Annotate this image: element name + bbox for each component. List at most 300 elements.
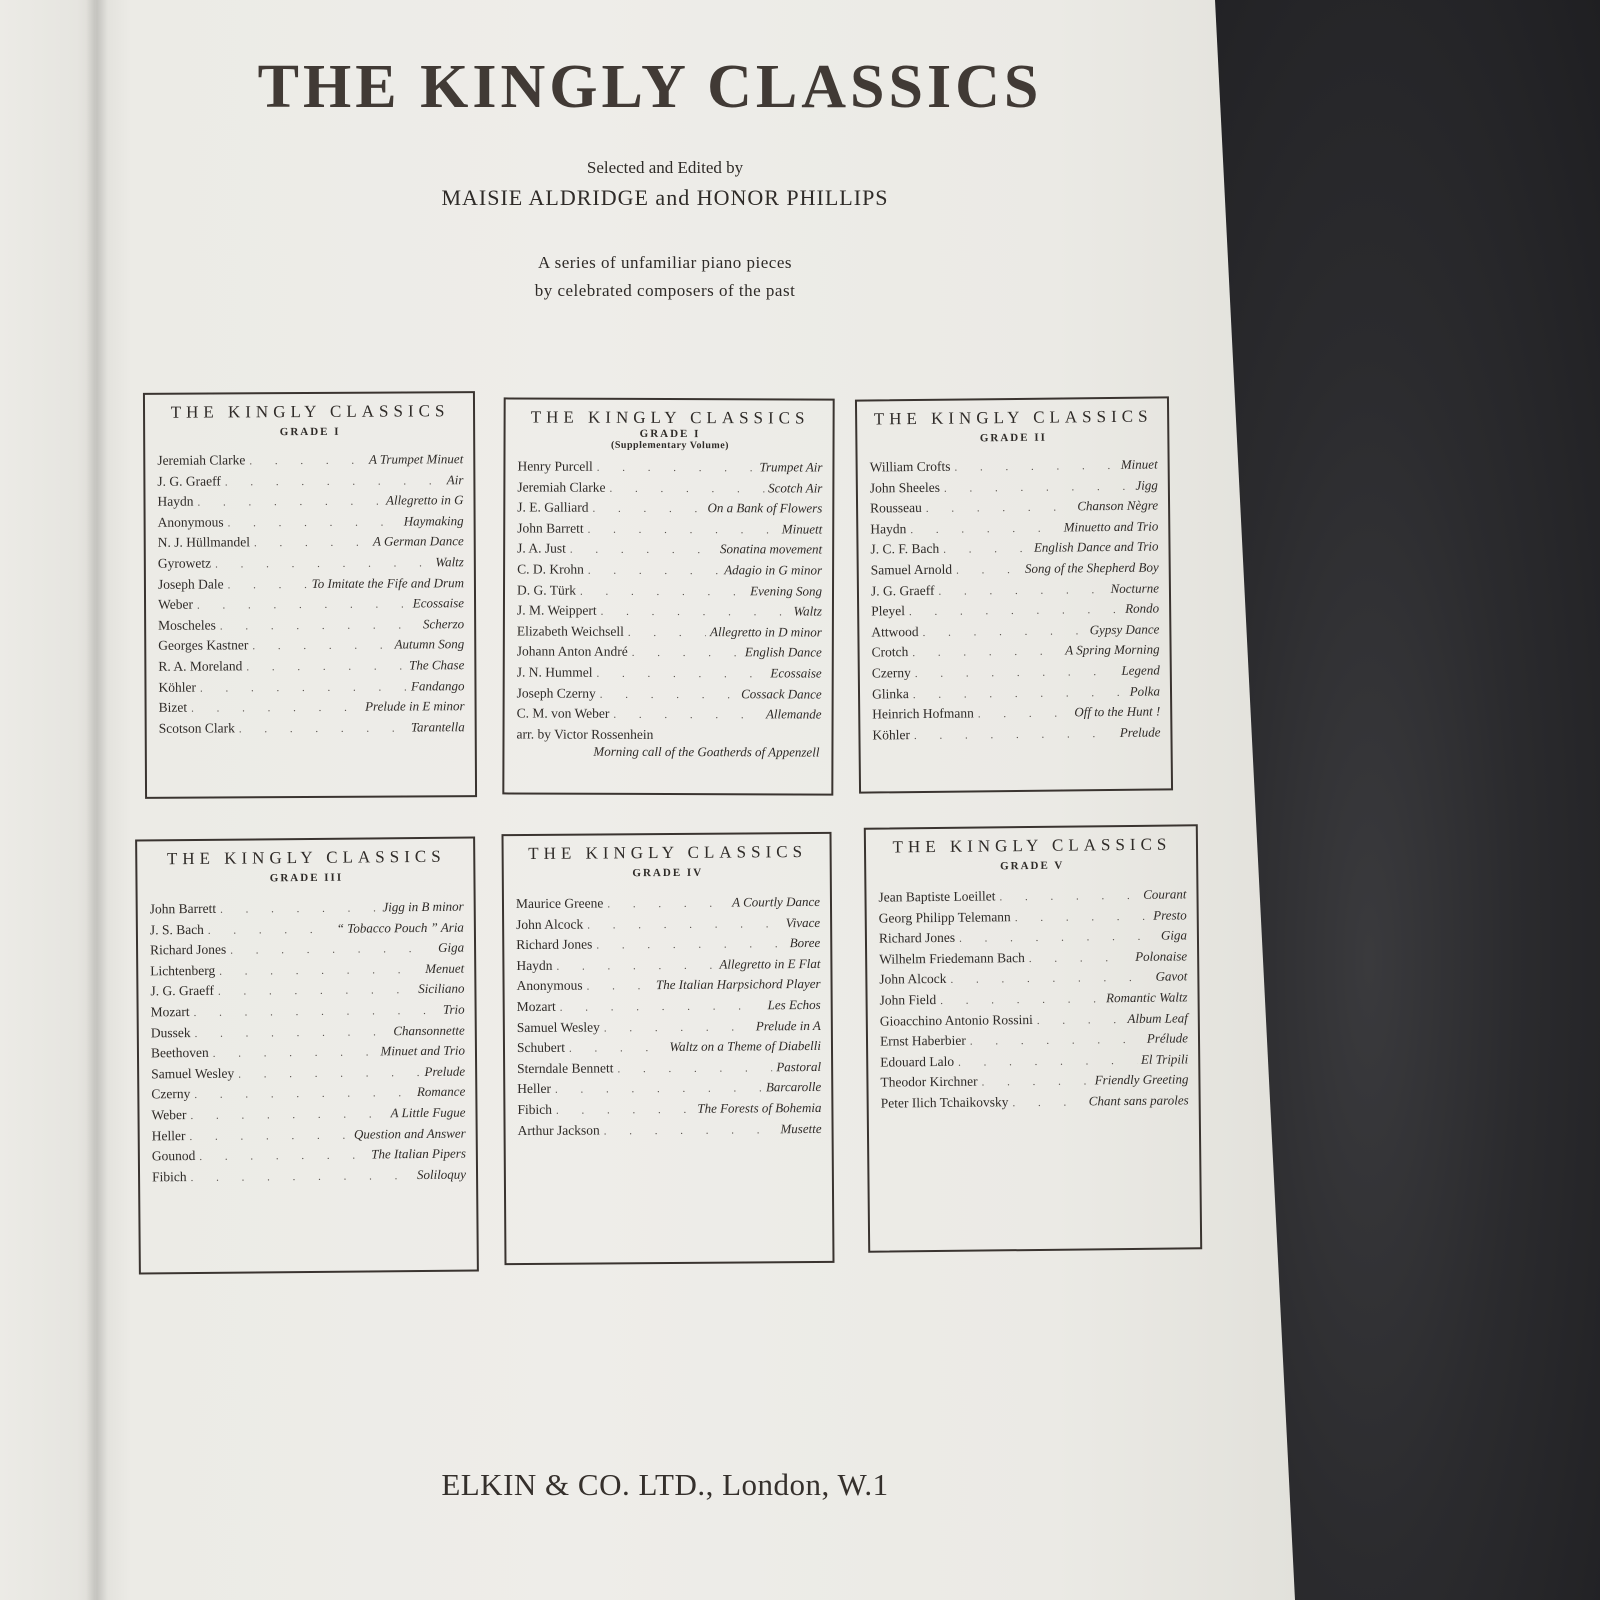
composer-name: Haydn xyxy=(870,520,907,537)
box-grade: GRADE I xyxy=(639,427,701,441)
list-item xyxy=(159,698,465,720)
piece-title: Courant xyxy=(1143,886,1187,902)
leader-dots xyxy=(195,1026,390,1040)
list-item xyxy=(517,500,822,522)
piece-title: Off to the Hunt ! xyxy=(1074,703,1161,720)
composer-name: J. C. F. Bach xyxy=(870,541,940,557)
list-item xyxy=(152,1146,466,1169)
spine-shadow xyxy=(86,0,108,1600)
leader-dots xyxy=(607,898,728,911)
leader-dots xyxy=(617,1062,772,1075)
piece-title: A German Dance xyxy=(372,533,464,550)
piece-title: Rondo xyxy=(1125,600,1160,616)
leader-dots xyxy=(999,890,1139,903)
list-item xyxy=(150,919,464,942)
leader-dots xyxy=(956,564,1021,577)
list-item xyxy=(881,1092,1189,1116)
piece-title: Autumn Song xyxy=(394,636,465,652)
composer-name: Henry Purcell xyxy=(517,458,593,474)
composer-name: Weber xyxy=(158,596,193,612)
leader-dots xyxy=(580,585,746,598)
composer-name: Gyrowetz xyxy=(157,555,212,571)
leader-dots xyxy=(225,475,443,488)
grade-box xyxy=(864,824,1202,1252)
piece-title: The Italian Pipers xyxy=(371,1145,466,1162)
composer-name: Samuel Wesley xyxy=(151,1065,235,1082)
piece-title: The Forests of Bohemia xyxy=(697,1099,822,1116)
piece-title: The Italian Harpsichord Player xyxy=(655,976,821,993)
piece-title: Minuet and Trio xyxy=(380,1042,466,1059)
list-item xyxy=(517,706,822,728)
grade-box xyxy=(135,837,479,1275)
leader-dots xyxy=(912,646,1061,660)
composer-name: Edouard Lalo xyxy=(880,1053,955,1070)
composer-name: Jeremiah Clarke xyxy=(157,452,246,468)
list-item xyxy=(158,657,464,679)
leader-dots xyxy=(254,537,369,550)
leader-dots xyxy=(197,496,382,509)
composer-name: Köhler xyxy=(872,726,911,743)
leader-dots xyxy=(239,722,407,735)
list-item xyxy=(517,664,822,686)
piece-title: A Spring Morning xyxy=(1065,641,1160,658)
leader-dots xyxy=(1012,1096,1084,1109)
leader-dots xyxy=(970,1034,1143,1048)
piece-title: Jigg in B minor xyxy=(382,898,464,915)
piece-title: Giga xyxy=(1160,927,1188,943)
piece-title: Ecossaise xyxy=(412,595,465,611)
piece-title: Polka xyxy=(1129,683,1161,699)
list-item xyxy=(158,637,464,659)
piece-title: Pastoral xyxy=(776,1058,822,1074)
leader-dots xyxy=(191,702,361,715)
leader-dots xyxy=(943,543,1030,556)
leader-dots xyxy=(194,1005,439,1019)
list-item xyxy=(152,1166,466,1189)
box-grade: GRADE III xyxy=(269,871,344,885)
list-item xyxy=(517,479,822,501)
box-title: THE KINGLY CLASSICS xyxy=(892,834,1172,857)
composer-name: Mozart xyxy=(516,998,556,1015)
leader-dots xyxy=(213,1047,377,1060)
composer-name: Rousseau xyxy=(870,500,922,516)
list-item xyxy=(158,554,464,576)
leader-dots xyxy=(940,993,1102,1007)
piece-title: Waltz xyxy=(435,554,464,570)
piece-title: Haymaking xyxy=(403,512,464,529)
leader-dots xyxy=(191,1170,413,1184)
list-item xyxy=(159,719,465,741)
list-item xyxy=(152,1125,466,1148)
leader-dots xyxy=(910,522,1059,536)
leader-dots xyxy=(588,565,720,577)
piece-title: Adagio in G minor xyxy=(724,562,823,578)
list-item xyxy=(151,1043,465,1066)
leader-dots xyxy=(597,462,756,475)
leader-dots xyxy=(981,1076,1090,1089)
leader-dots xyxy=(944,480,1132,494)
composer-name: J. G. Graeff xyxy=(870,582,935,599)
list-item xyxy=(517,1059,821,1082)
piece-title: Boree xyxy=(789,935,821,951)
piece-title: Soliloquy xyxy=(416,1166,467,1182)
piece-title: Nocturne xyxy=(1110,580,1160,596)
piece-title: A Little Fugue xyxy=(390,1104,466,1121)
leader-dots xyxy=(199,1150,367,1163)
piece-title: Allegretto in G xyxy=(385,492,464,508)
leader-dots xyxy=(950,972,1151,986)
piece-title: Song of the Shepherd Boy xyxy=(1024,559,1159,576)
grade-box xyxy=(501,832,834,1265)
list-item xyxy=(157,451,463,473)
composer-name: Maurice Greene xyxy=(515,895,604,912)
piece-title: Allemande xyxy=(765,706,822,722)
list-item xyxy=(150,940,464,963)
composer-name: Gounod xyxy=(151,1148,196,1164)
leader-dots xyxy=(596,668,766,681)
composer-name: John Barrett xyxy=(517,520,584,536)
composer-name: Joseph Czerny xyxy=(516,685,596,701)
list-item xyxy=(517,458,822,480)
piece-title: Fandango xyxy=(410,677,465,694)
piece-title: Minuetto and Trio xyxy=(1063,518,1159,535)
piece-title: Chanson Nègre xyxy=(1077,497,1159,514)
leader-dots xyxy=(926,502,1074,516)
piece-title: Vivace xyxy=(785,914,821,930)
list-item xyxy=(872,724,1160,748)
piece-title: Barcarolle xyxy=(765,1079,822,1095)
series-description-line-2: by celebrated composers of the past xyxy=(534,281,796,300)
composer-name: Fibich xyxy=(151,1168,187,1185)
piece-title: The Chase xyxy=(409,657,465,673)
composer-name: R. A. Moreland xyxy=(158,658,243,674)
composer-name: John Sheeles xyxy=(869,479,941,496)
list-item xyxy=(158,534,464,556)
box-rows xyxy=(150,899,467,1190)
composer-name: Heller xyxy=(151,1127,186,1143)
list-item xyxy=(517,561,822,583)
list-item xyxy=(516,915,820,938)
piece-title: Gavot xyxy=(1155,968,1188,985)
leader-dots xyxy=(230,943,434,957)
leader-dots xyxy=(194,1087,413,1101)
composer-name: Anonymous xyxy=(516,977,583,994)
piece-title: Chansonnette xyxy=(393,1022,465,1038)
composer-name: Peter Ilich Tchaikovsky xyxy=(880,1094,1009,1111)
composer-name: Bizet xyxy=(158,699,188,715)
list-item xyxy=(517,1017,821,1040)
composer-name: D. G. Türk xyxy=(516,582,577,598)
list-item xyxy=(517,976,821,999)
box-grade: GRADE V xyxy=(1000,859,1065,873)
piece-title: Waltz on a Theme of Diabelli xyxy=(669,1038,822,1055)
composer-name: Theodor Kirchner xyxy=(880,1073,978,1090)
leader-dots xyxy=(220,902,378,915)
piece-title: Trumpet Air xyxy=(759,459,823,475)
leader-dots xyxy=(1037,1014,1124,1027)
series-description-line-1: A series of unfamiliar piano pieces xyxy=(537,253,792,272)
box-subtitle: (Supplementary Volume) xyxy=(611,439,730,452)
composer-name: J. S. Bach xyxy=(149,921,204,937)
leader-dots xyxy=(604,1124,777,1137)
list-item xyxy=(158,616,464,638)
composer-name: Samuel Wesley xyxy=(516,1019,600,1035)
leader-dots xyxy=(215,557,431,570)
composer-name: Georges Kastner xyxy=(158,637,249,654)
leader-dots xyxy=(252,640,390,653)
leader-dots xyxy=(914,728,1116,742)
leader-dots xyxy=(556,1104,693,1117)
composer-name: John Alcock xyxy=(516,916,584,932)
composer-name: Sterndale Bennett xyxy=(517,1060,614,1076)
leader-dots xyxy=(228,516,400,529)
list-item xyxy=(150,899,464,922)
box-rows xyxy=(157,451,465,741)
composer-name: J. A. Just xyxy=(517,540,566,557)
leader-dots xyxy=(600,688,737,700)
list-item xyxy=(150,981,464,1004)
composer-name: Elizabeth Weichsell xyxy=(516,623,624,639)
leader-dots xyxy=(190,1108,386,1122)
list-item xyxy=(517,582,822,604)
composer-name: J. N. Hummel xyxy=(516,664,593,680)
grade-box xyxy=(855,396,1173,793)
leader-dots xyxy=(569,1042,666,1055)
leader-dots xyxy=(958,1055,1137,1069)
composer-name: Fibich xyxy=(517,1101,552,1117)
leader-dots xyxy=(219,964,421,978)
composer-name: Dussek xyxy=(150,1024,191,1040)
composer-name: Richard Jones xyxy=(878,929,956,946)
leader-dots xyxy=(915,666,1118,680)
list-item xyxy=(157,472,463,494)
leader-dots xyxy=(938,584,1106,598)
box-rows xyxy=(517,458,823,727)
piece-title: Ecossaise xyxy=(770,665,822,681)
leader-dots xyxy=(570,544,716,557)
leader-dots xyxy=(218,984,414,998)
piece-title: Siciliano xyxy=(418,980,465,997)
composer-name: Schubert xyxy=(516,1039,566,1056)
piece-title: Jigg xyxy=(1135,477,1158,493)
leader-dots xyxy=(978,708,1071,721)
booklet-page xyxy=(95,0,1295,1600)
piece-title: Prelude xyxy=(424,1063,466,1079)
list-item xyxy=(517,603,822,625)
publisher-footer: ELKIN & CO. LTD., London, W.1 xyxy=(441,1467,889,1502)
composer-name: Scotson Clark xyxy=(158,720,235,736)
list-item xyxy=(151,1002,465,1025)
piece-title: Prelude in A xyxy=(755,1017,821,1033)
leader-dots xyxy=(909,604,1121,618)
composer-name: John Field xyxy=(879,991,937,1008)
piece-title: Presto xyxy=(1153,906,1187,923)
composer-name: Crotch xyxy=(871,644,909,660)
piece-title: Legend xyxy=(1121,662,1160,678)
piece-title: Sonatina movement xyxy=(719,541,823,557)
leader-dots xyxy=(632,647,741,659)
list-item xyxy=(151,1084,465,1107)
leader-dots xyxy=(613,709,762,722)
list-item xyxy=(517,1079,821,1102)
composer-name: Haydn xyxy=(516,957,553,973)
composer-name: Ernst Haberbier xyxy=(879,1032,966,1049)
box-rows xyxy=(878,886,1188,1116)
box-title: THE KINGLY CLASSICS xyxy=(528,842,808,863)
composer-name: Lichtenberg xyxy=(150,962,216,979)
leader-dots xyxy=(954,460,1116,474)
composer-name: John Alcock xyxy=(879,971,947,987)
piece-title: El Tripili xyxy=(1140,1051,1189,1067)
box-grade: GRADE II xyxy=(979,431,1047,445)
composer-name: Weber xyxy=(151,1106,187,1123)
box-title: THE KINGLY CLASSICS xyxy=(166,846,446,869)
piece-title: Waltz xyxy=(793,603,822,619)
leader-dots xyxy=(556,959,715,972)
piece-title: Question and Answer xyxy=(353,1125,466,1142)
leader-dots xyxy=(1015,910,1150,923)
box-title: THE KINGLY CLASSICS xyxy=(170,401,450,422)
composer-name: J. M. Weippert xyxy=(516,602,597,618)
leader-dots xyxy=(587,980,653,992)
box-grade: GRADE I xyxy=(279,425,341,439)
composer-name: Czerny xyxy=(871,665,911,681)
leader-dots xyxy=(560,1000,764,1013)
leader-dots xyxy=(197,599,409,612)
piece-title: On a Bank of Flowers xyxy=(707,500,823,516)
list-item xyxy=(157,492,463,514)
list-item xyxy=(151,1022,465,1045)
leader-dots xyxy=(208,923,333,936)
piece-title: Musette xyxy=(780,1120,822,1136)
composer-name: Glinka xyxy=(871,685,909,702)
piece-title: Scherzo xyxy=(422,615,465,632)
list-item xyxy=(516,935,820,958)
list-item xyxy=(517,997,821,1020)
list-item xyxy=(517,644,822,666)
leader-dots xyxy=(249,455,365,468)
piece-title: A Courtly Dance xyxy=(732,893,821,910)
leader-dots xyxy=(200,681,407,694)
piece-title: A Trumpet Minuet xyxy=(368,451,464,467)
composer-name: Moscheles xyxy=(158,617,216,633)
piece-title: Minuett xyxy=(781,521,823,537)
composer-name: Anonymous xyxy=(157,514,224,530)
piece-title: To Imitate the Fife and Drum xyxy=(311,574,464,591)
piece-title: Prelude xyxy=(1119,724,1161,740)
composer-name: Joseph Dale xyxy=(157,576,224,592)
list-item xyxy=(158,678,464,700)
list-item xyxy=(516,956,820,979)
leader-dots xyxy=(246,660,405,673)
leader-dots xyxy=(596,938,785,951)
composer-name: Richard Jones xyxy=(516,936,593,953)
piece-title: English Dance and Trio xyxy=(1033,538,1159,556)
composer-name: C. M. von Weber xyxy=(516,705,610,721)
list-item xyxy=(517,541,822,563)
composer-name: Beethoven xyxy=(150,1045,209,1061)
leader-dots xyxy=(593,503,704,515)
leader-dots xyxy=(555,1083,762,1096)
composer-name: Jean Baptiste Loeillet xyxy=(878,888,996,905)
list-item xyxy=(517,1100,821,1123)
piece-title: Chant sans paroles xyxy=(1088,1092,1189,1109)
leader-dots xyxy=(609,482,764,495)
list-item xyxy=(517,520,822,542)
composer-name: John Barrett xyxy=(149,900,217,917)
leader-dots xyxy=(604,1021,752,1034)
composer-name: Mozart xyxy=(150,1003,190,1020)
leader-dots xyxy=(628,627,706,639)
box-rows xyxy=(516,894,822,1143)
list-item xyxy=(158,595,464,617)
piece-title: Romance xyxy=(416,1083,466,1100)
piece-title: Menuet xyxy=(425,960,465,976)
composer-name: Pleyel xyxy=(871,603,905,619)
list-item xyxy=(158,575,464,597)
leader-dots xyxy=(1029,952,1131,965)
piece-title: Trio xyxy=(442,1001,465,1017)
composer-name: Heinrich Hofmann xyxy=(872,705,974,722)
piece-title: Allegretto in D minor xyxy=(710,623,822,640)
box-grade: GRADE IV xyxy=(632,866,704,880)
list-item xyxy=(517,623,822,645)
leader-dots xyxy=(228,579,308,591)
leader-dots xyxy=(913,686,1126,700)
piece-title: Scotch Air xyxy=(768,479,823,496)
arrangement-piece: Morning call of the Goatherds of Appenzell xyxy=(593,743,820,760)
composer-name: Johann Anton André xyxy=(516,643,628,660)
arrangement-credit: arr. by Victor Rossenhein xyxy=(516,726,654,742)
piece-title: Friendly Greeting xyxy=(1094,1071,1189,1088)
list-item xyxy=(151,1063,465,1086)
composer-name: Heller xyxy=(517,1081,552,1097)
piece-title: Tarantella xyxy=(410,718,465,735)
piece-title: Prélude xyxy=(1146,1030,1189,1046)
composer-name: Arthur Jackson xyxy=(517,1122,600,1138)
list-item xyxy=(516,894,820,917)
list-item xyxy=(150,960,464,983)
composer-name: Samuel Arnold xyxy=(870,561,953,578)
list-item xyxy=(518,1120,822,1143)
piece-title: Romantic Waltz xyxy=(1105,989,1188,1006)
leader-dots xyxy=(238,1067,420,1081)
composer-name: Haydn xyxy=(157,493,194,509)
piece-title: Evening Song xyxy=(750,582,823,599)
piece-title: Polonaise xyxy=(1135,948,1188,964)
leader-dots xyxy=(588,523,778,536)
leader-dots xyxy=(959,931,1157,945)
box-title: THE KINGLY CLASSICS xyxy=(530,407,810,428)
piece-title: “ Tobacco Pouch ” Aria xyxy=(336,919,464,936)
list-item xyxy=(158,513,464,535)
leader-dots xyxy=(923,625,1086,639)
leader-dots xyxy=(189,1129,350,1142)
composer-name: Köhler xyxy=(158,679,197,695)
edited-by-line: Selected and Edited by xyxy=(586,158,744,177)
composer-name: J. G. Graeff xyxy=(150,983,214,999)
list-item xyxy=(517,685,822,707)
composer-name: Georg Philipp Telemann xyxy=(878,908,1011,926)
piece-title: Gypsy Dance xyxy=(1089,621,1160,637)
piece-title: Cossack Dance xyxy=(741,685,822,702)
composer-name: Richard Jones xyxy=(150,941,227,958)
page-title: THE KINGLY CLASSICS xyxy=(257,53,1043,121)
piece-title: Prelude in E minor xyxy=(365,698,465,714)
composer-name: J. E. Galliard xyxy=(517,499,589,515)
piece-title: Minuet xyxy=(1120,456,1158,472)
list-item xyxy=(517,1038,821,1061)
